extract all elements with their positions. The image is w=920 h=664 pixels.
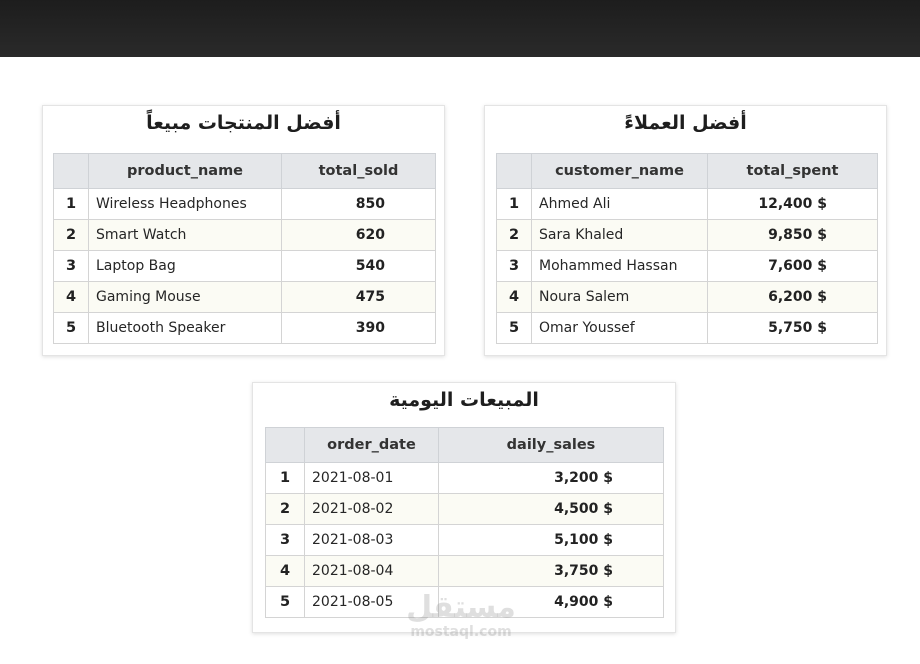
table-row [266, 494, 664, 525]
customers-table [496, 153, 878, 344]
product-name: Smart Watch [89, 220, 282, 251]
row-number: 3 [266, 525, 305, 556]
order-date: 2021-08-05 [305, 587, 439, 618]
daily-sales-value: 3,200 $ [439, 463, 664, 494]
product-name: Bluetooth Speaker [89, 313, 282, 344]
total-sold: 620 [282, 220, 436, 251]
table-row [497, 251, 878, 282]
row-number-header [266, 428, 305, 463]
products-table [53, 153, 436, 344]
top-dark-bar [0, 0, 920, 57]
row-number: 2 [497, 220, 532, 251]
table-row [266, 463, 664, 494]
order-date: 2021-08-04 [305, 556, 439, 587]
column-header: product_name [89, 154, 282, 189]
row-number: 1 [497, 189, 532, 220]
order-date: 2021-08-03 [305, 525, 439, 556]
table-row [266, 556, 664, 587]
row-number: 4 [266, 556, 305, 587]
total-sold: 540 [282, 251, 436, 282]
customer-name: Sara Khaled [532, 220, 708, 251]
column-header: order_date [305, 428, 439, 463]
row-number: 2 [266, 494, 305, 525]
column-header: daily_sales [439, 428, 664, 463]
total-spent: 12,400 $ [708, 189, 878, 220]
table-row [54, 189, 436, 220]
table-row [497, 313, 878, 344]
column-header: total_spent [708, 154, 878, 189]
order-date: 2021-08-01 [305, 463, 439, 494]
row-number: 3 [54, 251, 89, 282]
row-number: 3 [497, 251, 532, 282]
product-name: Gaming Mouse [89, 282, 282, 313]
total-spent: 6,200 $ [708, 282, 878, 313]
total-sold: 850 [282, 189, 436, 220]
table-row [54, 313, 436, 344]
customer-name: Mohammed Hassan [532, 251, 708, 282]
customer-name: Omar Youssef [532, 313, 708, 344]
row-number-header [497, 154, 532, 189]
table-row [54, 220, 436, 251]
row-number: 5 [497, 313, 532, 344]
daily-sales-value: 3,750 $ [439, 556, 664, 587]
row-number: 4 [54, 282, 89, 313]
product-name: Laptop Bag [89, 251, 282, 282]
daily-sales-value: 4,900 $ [439, 587, 664, 618]
customer-name: Noura Salem [532, 282, 708, 313]
row-number-header [54, 154, 89, 189]
total-sold: 390 [282, 313, 436, 344]
products-card [42, 105, 445, 356]
customer-name: Ahmed Ali [532, 189, 708, 220]
watermark-arabic: مستقل [406, 590, 516, 625]
row-number: 2 [54, 220, 89, 251]
row-number: 1 [54, 189, 89, 220]
total-spent: 5,750 $ [708, 313, 878, 344]
table-row [497, 282, 878, 313]
product-name: Wireless Headphones [89, 189, 282, 220]
row-number: 5 [54, 313, 89, 344]
total-spent: 9,850 $ [708, 220, 878, 251]
mostaql-watermark [405, 592, 517, 652]
table-row [54, 251, 436, 282]
customers-card [484, 105, 887, 356]
watermark-latin: mostaql.com [410, 624, 512, 640]
total-sold: 475 [282, 282, 436, 313]
column-header: total_sold [282, 154, 436, 189]
daily-sales-value: 5,100 $ [439, 525, 664, 556]
row-number: 1 [266, 463, 305, 494]
table-row [54, 282, 436, 313]
table-row [497, 220, 878, 251]
column-header: customer_name [532, 154, 708, 189]
row-number: 4 [497, 282, 532, 313]
customers-title: أفضل العملاءً [624, 112, 747, 134]
products-title: أفضل المنتجات مبيعاً [146, 112, 341, 134]
table-row [266, 525, 664, 556]
order-date: 2021-08-02 [305, 494, 439, 525]
table-row [497, 189, 878, 220]
daily-sales-title: المبيعات اليومية [389, 389, 539, 411]
row-number: 5 [266, 587, 305, 618]
total-spent: 7,600 $ [708, 251, 878, 282]
daily-sales-value: 4,500 $ [439, 494, 664, 525]
